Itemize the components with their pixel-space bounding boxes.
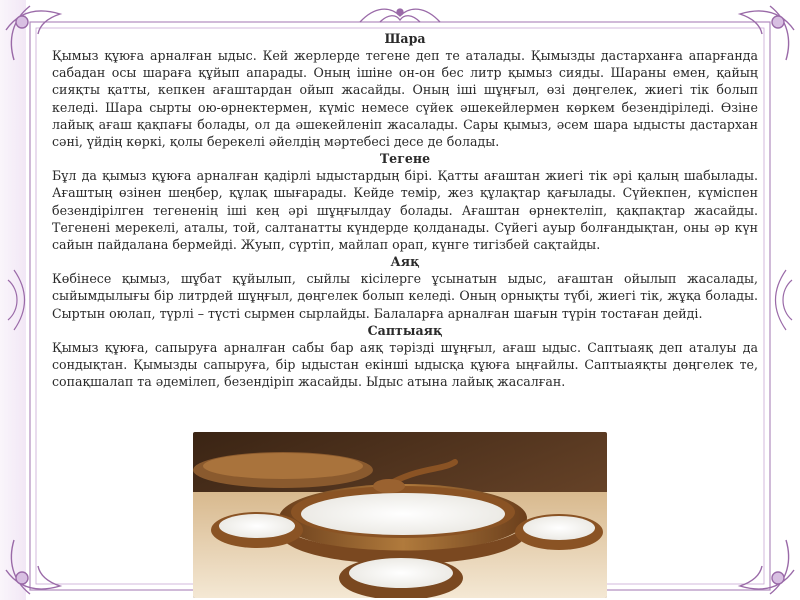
kumis-bowls-illustration xyxy=(193,432,607,598)
document-body xyxy=(52,30,758,390)
section-heading-ayak: Аяқ xyxy=(390,254,420,270)
section-text-ayak: Көбінесе қымыз, шұбат құйылып, сыйлы кісілерге ұсынатын ыдыс, ағаштан ойылып жасалады, сыйымдылығы бір литрдей шұңғыл, дөңгелек болып келеді. Оның орнықты түбі, жиегі тік, жұқа болады. Сыртын оюлап, түрлі – түсті сырмен сырлайды. Балаларға арналған шағын түрін тостаған дейді. xyxy=(52,271,758,321)
section-text-shara: Қымыз құюға арналған ыдыс. Кей жерлерде тегене деп те аталады. Қымызды дастарханға апарғанда сабадан осы шараға құйып апарады. Оның ішіне он-он бес литр қымыз сияды. Шараны емен, қайың сияқты қатты, кепкен ағаштардан ойып жасайды. Оның іші шұңғыл, өзі дөңгелек, жиегі тік болып келеді. Шара сырты ою-өрнектермен, күміс немесе сүйек әшекейлермен көркем безендіріледі. Өзіне лайық ағаш қақпағы болады, ол да әшекейленіп жасалады. Сары қымыз, әсем шара ыдысты дастархан сәні, үйдің көркі, қолы берекелі әйелдің мәртебесі десе де болады. xyxy=(52,48,758,150)
kumis-bowls-photo xyxy=(193,432,607,598)
section-heading-tegene: Тегене xyxy=(379,151,431,167)
section-text-tegene: Бұл да қымыз құюға арналған қадірлі ыдыстардың бірі. Қатты ағаштан жиегі тік әрі қалың шабылады. Ағаштың өзінен шеңбер, құлақ шығарады. Кейде темір, жез құлақтар қағылады. Сүйекпен, күміспен безендірілген тегененің іші кең әрі шұңғылдау болады. Ағаштан өрнектеліп, қақпақтар жасайды. Тегенені мерекелі, аталы, той, салтанатты күндерде қолданады. Сүйегі ауыр болғандықтан, оны әр күн сайын пайдалана бермейді. Жуып, сүртіп, майлап орап, күнге тигізбей сақтайды. xyxy=(52,168,758,253)
section-text-saptyayak: Қымыз құюға, сапыруға арналған сабы бар аяқ тәрізді шұңғыл, ағаш ыдыс. Саптыаяқ деп аталуы да сондықтан. Қымызды сапыруға, бір ыдыстан екінші ыдысқа құюға ыңғайлы. Саптыаяқты дөңгелек те, сопақшалап та әдемілеп, безендіріп жасайды. Ыдыс атына лайық жасалған. xyxy=(52,339,758,390)
section-heading-saptyayak: Саптыаяқ xyxy=(367,322,443,338)
section-heading-shara: Шара xyxy=(384,31,426,46)
